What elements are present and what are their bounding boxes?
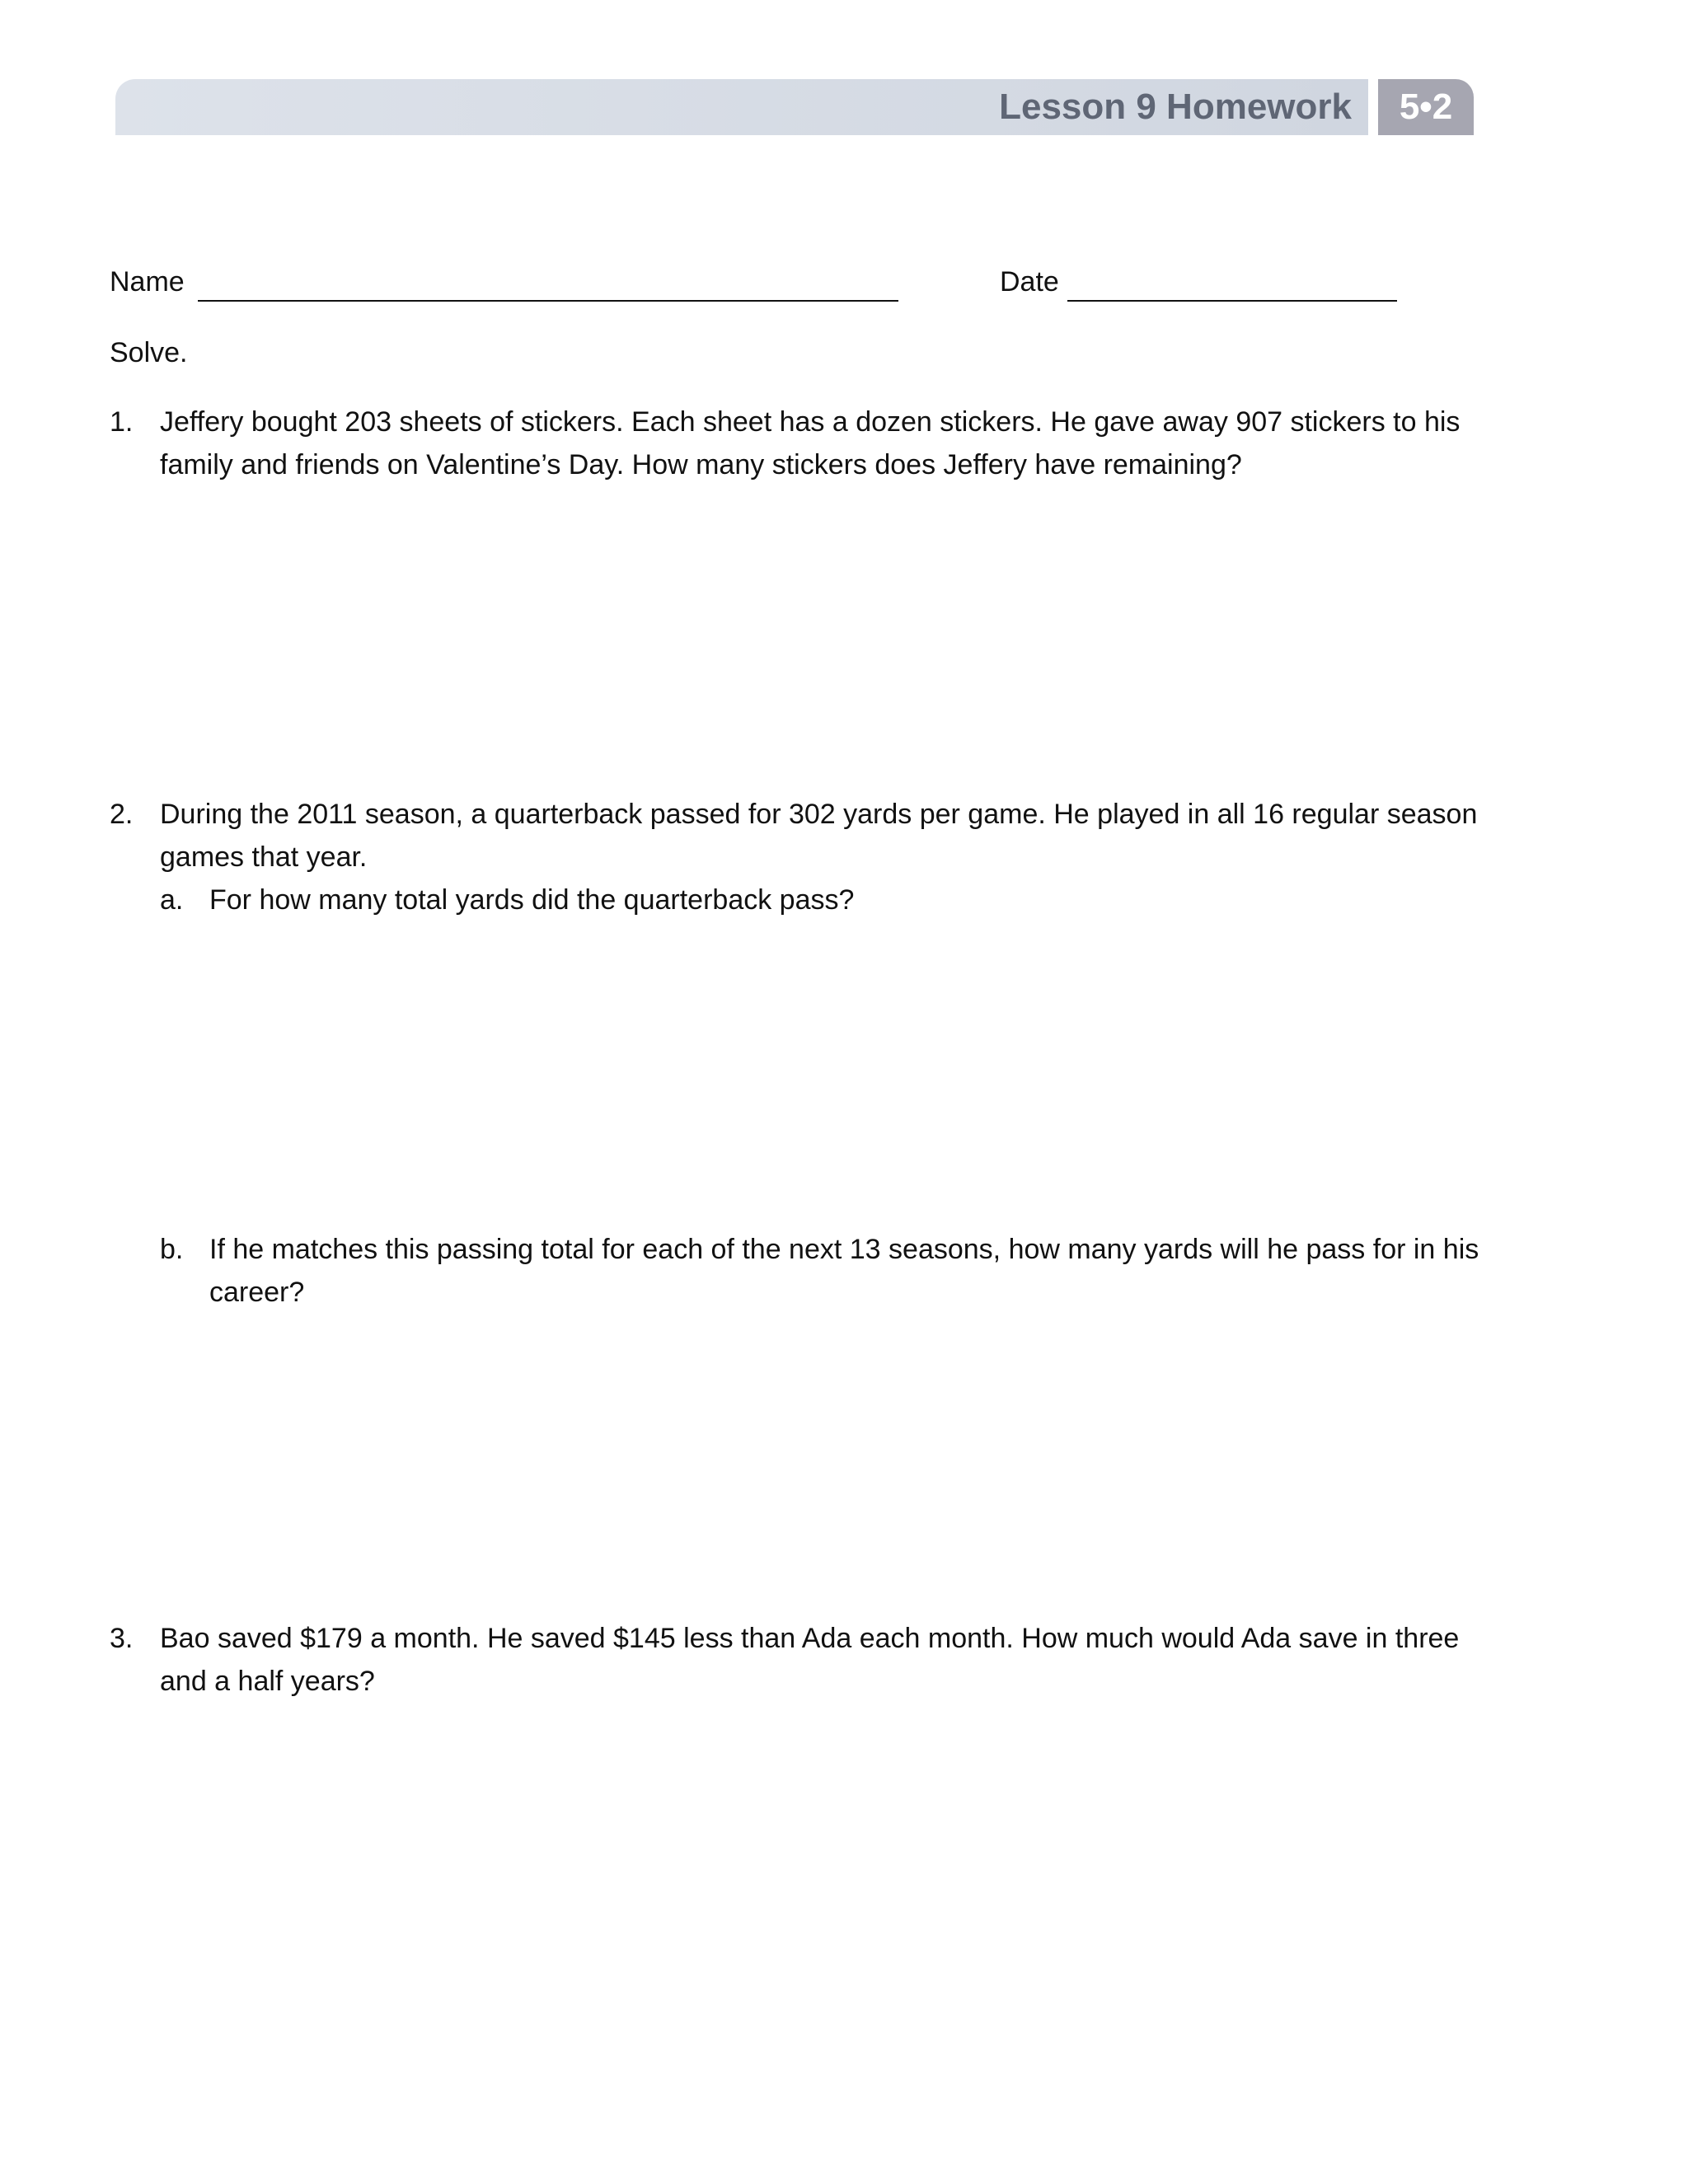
problem-3: [110, 1617, 1494, 1703]
problem-text: During the 2011 season, a quarterback passed for 302 yards per game. He played in all 16 regular season games that year.: [160, 799, 1478, 873]
problem-1: [110, 401, 1494, 486]
problem-2: [110, 793, 1494, 879]
part-letter: a.: [160, 884, 184, 916]
lesson-title: Lesson 9 Homework: [999, 87, 1352, 127]
header-band: [115, 79, 1368, 135]
name-field: [110, 262, 898, 302]
part-letter: b.: [160, 1234, 184, 1265]
instruction-text: Solve.: [110, 337, 188, 368]
problem-2-part-a: [160, 879, 1495, 921]
module-badge: 5•2: [1378, 79, 1474, 135]
date-field: [1000, 262, 1397, 302]
date-label: Date: [1000, 266, 1059, 298]
problem-number: 3.: [110, 1623, 134, 1654]
problem-text: Bao saved $179 a month. He saved $145 less than Ada each month. How much would Ada save in three and a half years?: [160, 1623, 1460, 1697]
problem-text: Jeffery bought 203 sheets of stickers. Each sheet has a dozen stickers. He gave away 907 stickers to his family and friends on Valentine’s Day. How many stickers does Jeffery have remaining?: [160, 406, 1461, 480]
problem-2-part-b: [160, 1228, 1495, 1314]
name-blank-line[interactable]: [198, 265, 898, 302]
part-text: For how many total yards did the quarterback pass?: [209, 884, 855, 916]
part-text: If he matches this passing total for each of the next 13 seasons, how many yards will he pass for in his career?: [209, 1234, 1479, 1308]
name-label: Name: [110, 266, 185, 298]
date-blank-line[interactable]: [1067, 265, 1397, 302]
problem-number: 2.: [110, 799, 134, 830]
problem-number: 1.: [110, 406, 134, 438]
